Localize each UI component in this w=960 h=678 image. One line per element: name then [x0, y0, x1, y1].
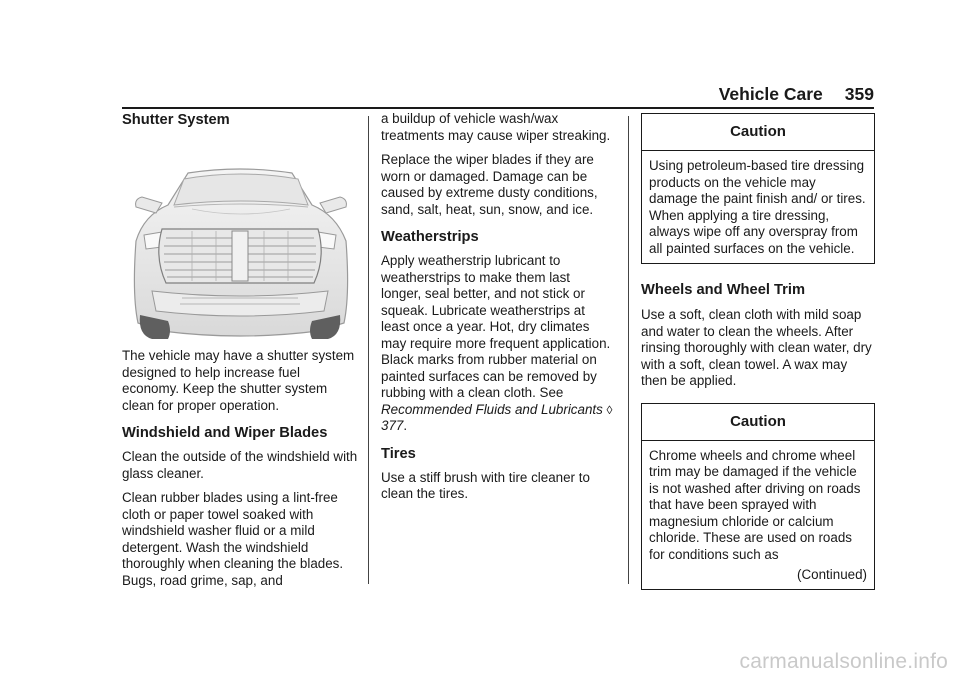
section-title: Vehicle Care: [718, 84, 823, 104]
column-1: [122, 111, 358, 589]
fluids-lubricants-link[interactable]: Recommended Fluids and Lubricants: [381, 401, 603, 417]
shutter-system-heading: Shutter System: [122, 112, 230, 128]
caution-title: Caution: [730, 123, 786, 140]
column-divider-left: [368, 116, 369, 584]
wiper-replace-paragraph: Replace the wiper blades if they are worn or damaged. Damage can be caused by extreme dusty conditions, sand, salt, heat, sun, snow, and ice.: [381, 152, 598, 217]
tires-text: Use a stiff brush with tire cleaner to clean the tires.: [381, 469, 590, 501]
caution-box-chrome-wheels: [641, 403, 875, 591]
column-2: [381, 111, 613, 503]
page-reference-icon: ◊: [606, 402, 613, 417]
column-divider-right: [628, 116, 629, 584]
wiper-continued-paragraph: a buildup of vehicle wash/wax treatments may cause wiper streaking.: [381, 111, 611, 143]
watermark: carmanualsonline.info: [739, 650, 948, 673]
weatherstrips-text: Apply weatherstrip lubricant to weatherstrips to make them last longer, seal better, and not stick or squeak. Lubricate weatherstrips at least once a year. Hot, dry climates may require more frequent application. Black marks from rubber material on painted surfaces can be removed by rubbing with a clean cloth. See: [381, 253, 611, 400]
vehicle-front-illustration: [122, 145, 358, 345]
continued-label: (Continued): [797, 567, 867, 582]
running-head: [719, 84, 874, 105]
weatherstrips-heading: Weatherstrips: [381, 229, 479, 245]
wheels-text: Use a soft, clean cloth with mild soap and water to clean the wheels. After rinsing thoroughly with clean water, dry with a soft, clean towel. A wax may then be applied.: [641, 307, 872, 388]
windshield-paragraph-1: Clean the outside of the windshield with glass cleaner.: [122, 449, 358, 481]
windshield-wiper-heading: Windshield and Wiper Blades: [122, 425, 328, 441]
page-number: 359: [844, 84, 874, 104]
tires-heading: Tires: [381, 445, 416, 462]
caution-text: Using petroleum-based tire dressing products on the vehicle may damage the paint finish and/ or tires. When applying a tire dressing, always wipe off any overspray from all painted surfaces on the vehicle.: [649, 158, 866, 256]
column-3: [641, 111, 875, 590]
caution-title: Caution: [730, 412, 786, 430]
caution-text: Chrome wheels and chrome wheel trim may be damaged if the vehicle is not washed after driving on roads that have been sprayed with magnesium chloride or calcium chloride. These are used on roads for conditions such as: [649, 447, 861, 562]
windshield-paragraph-2: Clean rubber blades using a lint-free cloth or paper towel soaked with windshield washer fluid or a mild detergent. Wash the windshield thoroughly when cleaning the blades. Bugs, road grime, sap, and: [122, 490, 344, 588]
wheels-wheel-trim-heading: Wheels and Wheel Trim: [641, 282, 806, 298]
caution-box-tire-dressing: [641, 113, 875, 264]
header-rule: [122, 107, 874, 109]
fluids-lubricants-page[interactable]: 377: [381, 418, 404, 433]
vehicle-front-svg: [122, 145, 358, 345]
shutter-system-text: The vehicle may have a shutter system designed to help increase fuel economy. Keep the shutter system clean for proper operation.: [122, 348, 355, 413]
weatherstrips-paragraph: Apply weatherstrip lubricant to weatherstrips to make them last longer, seal better, and not stick or squeak. Lubricate weatherstrips at least once a year. Hot, dry climates may require more frequent application. Black marks from rubber material on painted surfaces can be removed by rubbing with a clean cloth. See Recommended Fluids and Lubricants ◊ 377.: [381, 253, 613, 433]
